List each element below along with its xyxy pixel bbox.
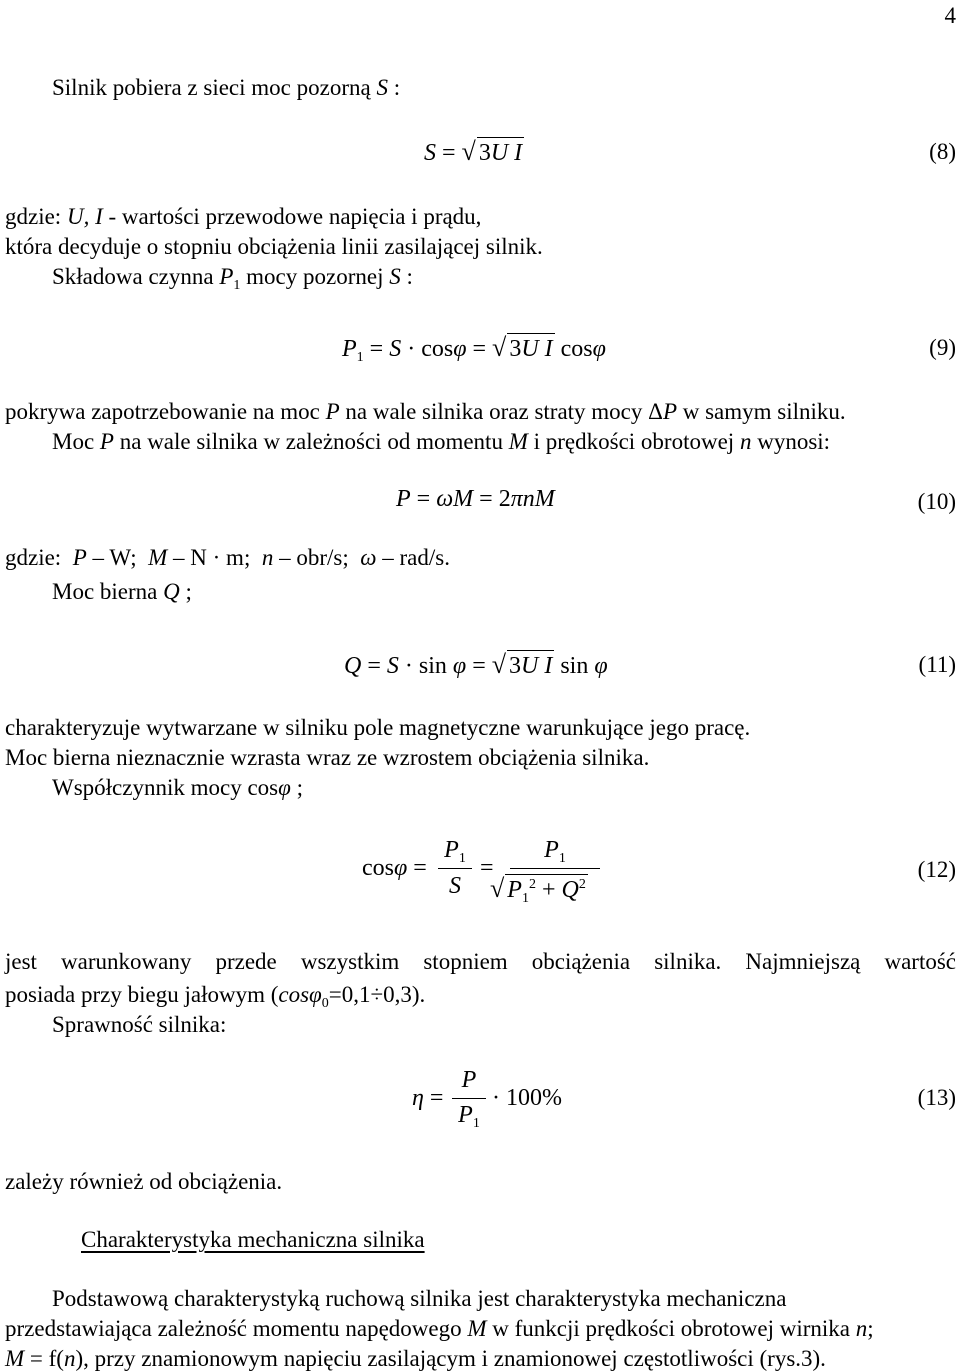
fraction-numerator: $P_1$	[444, 837, 466, 866]
fraction-numerator: $P_1$	[544, 837, 566, 866]
equation-12-lhs: cosφ =	[362, 855, 427, 881]
equation-13-lhs: η =	[412, 1085, 444, 1111]
text-line: gdzie: U, I - wartości przewodowe napięcia i prądu,	[5, 204, 482, 229]
fraction-numerator: P	[461, 1067, 477, 1093]
text-line: zależy również od obciążenia.	[5, 1169, 283, 1194]
equation-number: (9)	[929, 335, 956, 360]
text-line: Moc P na wale silnika w zależności od momentu M i prędkości obrotowej n wynosi:	[52, 429, 831, 454]
text-line: Moc bierna nieznacznie wzrasta wraz ze wzrostem obciążenia silnika.	[5, 745, 650, 770]
fraction-bar	[510, 868, 600, 869]
text-line: Składowa czynna $P_1$ mocy pozornej S :	[52, 264, 413, 293]
equation-number: (11)	[918, 652, 956, 677]
section-heading: Charakterystyka mechaniczna silnika	[81, 1227, 425, 1252]
fraction-denominator: $P_1$	[458, 1102, 480, 1131]
equation-13-rhs: · 100%	[492, 1085, 562, 1111]
fraction-bar	[438, 868, 472, 869]
page-number: 4	[944, 3, 956, 28]
text-line: pokrywa zapotrzebowanie na moc P na wale silnika oraz straty mocy ΔP w samym silniku.	[5, 399, 846, 424]
equals-sign: =	[480, 855, 494, 881]
text-line: posiada przy biegu jałowym (cosφ$_0$=0,1÷0,3).	[5, 982, 426, 1011]
equation-11: Q = S · sin φ = √ 3U I sin φ	[344, 650, 608, 679]
text-line: przedstawiająca zależność momentu napędowego M w funkcji prędkości obrotowej wirnika n;	[5, 1316, 874, 1341]
text-line: Moc bierna Q ;	[52, 579, 192, 604]
equation-number: (12)	[917, 857, 956, 882]
text-line: charakteryzuje wytwarzane w silniku pole magnetyczne warunkujące jego pracę.	[5, 715, 751, 740]
fraction-denominator: √ $P_1^2 + Q^2$	[490, 874, 586, 906]
fraction-denominator: S	[449, 873, 461, 899]
text-line: jest warunkowany przede wszystkim stopniem obciążenia silnika. Najmniejszą wartość	[5, 949, 956, 974]
equation-9: $P_1 = S \cdot \cos\varphi$ = √ 3U I cosφ	[342, 333, 606, 365]
text-line: Sprawność silnika:	[52, 1012, 227, 1037]
equation-number: (13)	[917, 1085, 956, 1110]
equation-number: (10)	[917, 489, 956, 514]
equation-10: P = ωM = 2πnM	[396, 486, 555, 512]
equation-number: (8)	[929, 139, 956, 164]
text-line: M = f(n), przy znamionowym napięciu zasilającym i znamionowej częstotliwości (rys.3).	[5, 1346, 826, 1371]
units-line: gdzie: P – W; M – N · m; n – obr/s; ω – rad/s.	[5, 545, 450, 570]
text-line: która decyduje o stopniu obciążenia linii zasilającej silnik.	[5, 234, 543, 259]
text-line: Współczynnik mocy cosφ ;	[52, 775, 304, 800]
fraction-bar	[452, 1098, 486, 1099]
text-line: Silnik pobiera z sieci moc pozorną S :	[52, 75, 401, 100]
text-line: Podstawową charakterystyką ruchową silnika jest charakterystyka mechaniczna	[52, 1286, 787, 1311]
equation-8: S = √ 3U I	[424, 137, 523, 166]
